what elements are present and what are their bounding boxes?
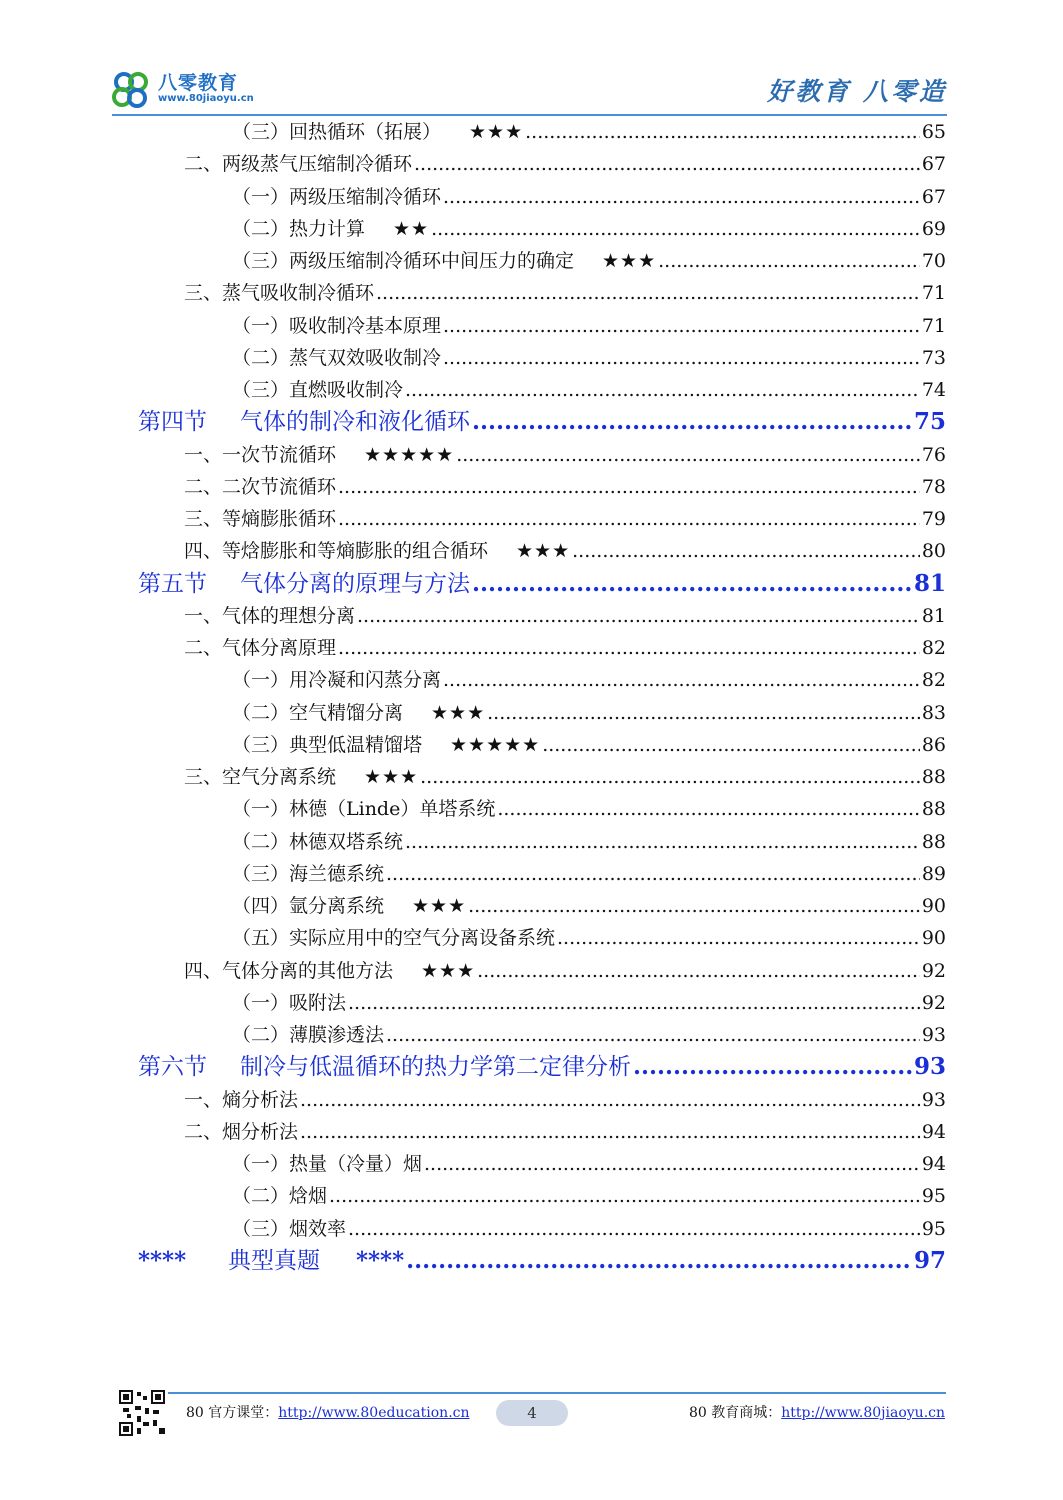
brand-name: 八零教育	[158, 72, 239, 94]
toc-page-number: 71	[921, 314, 946, 337]
toc-item-entry[interactable]	[138, 858, 946, 890]
toc-item-entry[interactable]	[138, 890, 946, 922]
toc-page-number: 81	[921, 604, 946, 627]
toc-page-number: 95	[921, 1217, 946, 1240]
toc-page-number: 73	[921, 346, 946, 369]
difficulty-stars: ★★★	[602, 250, 657, 272]
toc-page-number: 74	[921, 379, 946, 401]
footer-store	[689, 1402, 945, 1422]
toc-entry-title: 四、等焓膨胀和等熵膨胀的组合循环	[184, 540, 489, 563]
toc-item-entry[interactable]	[138, 729, 946, 761]
toc-subsection-entry[interactable]	[138, 761, 946, 793]
toc-page-number: 92	[921, 991, 946, 1014]
toc-entry-title: 一、气体的理想分离	[184, 604, 356, 627]
toc-subsection-entry[interactable]	[138, 471, 946, 503]
toc-entry-title: （二）空气精馏分离	[232, 701, 404, 724]
table-of-contents	[138, 116, 946, 1277]
toc-page-number: 65	[921, 121, 946, 143]
toc-entry-title: （一）用冷凝和闪蒸分离	[232, 669, 442, 692]
toc-entry-title: （一）热量（冷量）烟	[232, 1153, 423, 1175]
toc-leader-dots	[431, 213, 920, 245]
toc-page-number: 79	[921, 508, 946, 530]
toc-leader-dots	[300, 1084, 920, 1116]
qr-code-icon	[119, 1390, 165, 1436]
toc-item-entry[interactable]	[138, 1180, 946, 1212]
toc-leader-dots	[300, 1116, 920, 1148]
toc-entry-title: （三）海兰德系统	[232, 862, 385, 885]
difficulty-stars: ★★★	[431, 701, 486, 724]
toc-entry-title: 一、熵分析法	[184, 1088, 299, 1111]
toc-subsection-entry[interactable]	[138, 535, 946, 567]
toc-page-number: 94	[921, 1120, 946, 1143]
toc-page-number: 93	[921, 1024, 946, 1046]
difficulty-stars: ★★★	[516, 540, 571, 563]
toc-page-number: 82	[921, 669, 946, 692]
footer-right-label: 80 教育商城：	[688, 1405, 782, 1421]
toc-page-number: 83	[921, 701, 946, 724]
difficulty-stars: ★★★	[412, 895, 467, 917]
toc-entry-title	[138, 1051, 631, 1083]
toc-entry-title: 二、烟分析法	[184, 1120, 299, 1143]
toc-entry-title: （一）两级压缩制冷循环	[232, 185, 442, 208]
toc-page-number: 88	[921, 830, 946, 853]
toc-item-entry[interactable]	[138, 245, 946, 277]
toc-item-entry[interactable]	[138, 181, 946, 213]
toc-leader-dots	[338, 632, 920, 664]
difficulty-stars: ★★★	[364, 766, 419, 788]
store-link[interactable]: http://www.80jiaoyu.cn	[781, 1405, 945, 1421]
toc-section-entry[interactable]	[138, 406, 946, 438]
toc-item-entry[interactable]	[138, 374, 946, 406]
toc-leader-dots	[414, 148, 920, 180]
toc-entry-title: 二、气体分离原理	[184, 637, 337, 659]
toc-asterisks-prefix: ****	[138, 1246, 187, 1274]
toc-page-number: 97	[913, 1246, 946, 1274]
toc-leader-dots	[386, 858, 920, 890]
toc-leader-dots	[420, 761, 920, 793]
toc-page-number: 81	[913, 569, 946, 597]
toc-leader-dots	[443, 181, 920, 213]
toc-entry-title: （二）热力计算	[232, 217, 366, 240]
toc-entry-title: （二）焓烟	[232, 1185, 328, 1208]
toc-entry-title: 二、两级蒸气压缩制冷循环	[184, 153, 413, 176]
toc-page-number: 70	[921, 250, 946, 272]
footer-divider	[168, 1392, 946, 1394]
toc-leader-dots	[348, 987, 920, 1019]
toc-leader-dots	[525, 116, 920, 148]
toc-page-number: 78	[921, 475, 946, 498]
toc-entry-title: （二）林德双塔系统	[232, 830, 404, 853]
toc-page-number: 92	[921, 959, 946, 982]
toc-leader-dots	[338, 503, 920, 535]
toc-leader-dots	[557, 922, 920, 954]
toc-item-entry[interactable]	[138, 697, 946, 729]
toc-subsection-entry[interactable]	[138, 1116, 946, 1148]
toc-item-entry[interactable]	[138, 116, 946, 148]
toc-subsection-entry[interactable]	[138, 277, 946, 309]
toc-leader-dots	[329, 1180, 920, 1212]
toc-entry-title: 三、蒸气吸收制冷循环	[184, 282, 375, 305]
toc-leader-dots	[472, 406, 912, 438]
toc-leader-dots	[477, 955, 920, 987]
footer-official-classroom	[186, 1402, 470, 1422]
toc-leader-dots	[357, 600, 920, 632]
toc-entry-title	[138, 1245, 404, 1277]
toc-subsection-entry[interactable]	[138, 955, 946, 987]
toc-leader-dots	[456, 439, 920, 471]
toc-page-number: 90	[921, 927, 946, 950]
toc-leader-dots	[443, 664, 920, 696]
toc-leader-dots	[542, 729, 920, 761]
toc-item-entry[interactable]	[138, 213, 946, 245]
toc-item-entry[interactable]	[138, 793, 946, 825]
toc-page-number: 93	[921, 1088, 946, 1111]
toc-leader-dots	[497, 793, 919, 825]
toc-section-title: 气体分离的原理与方法	[240, 570, 470, 597]
toc-entry-title: （一）林德（Linde）单塔系统	[232, 798, 496, 821]
toc-entry-title: 一、一次节流循环	[184, 443, 337, 466]
slogan: 好教育 八零造	[767, 77, 947, 106]
toc-leader-dots	[348, 1213, 920, 1245]
difficulty-stars: ★★★★★	[450, 733, 541, 756]
page-header	[112, 66, 947, 112]
toc-item-entry[interactable]	[138, 987, 946, 1019]
toc-item-entry[interactable]	[138, 826, 946, 858]
toc-entry-title: 二、二次节流循环	[184, 475, 337, 498]
toc-leader-dots	[443, 342, 920, 374]
toc-page-number: 93	[913, 1053, 946, 1081]
toc-page-number: 76	[921, 443, 946, 466]
toc-section-title: 典型真题	[228, 1247, 320, 1274]
toc-page-number: 80	[921, 540, 946, 563]
toc-entry-title: （三）直燃吸收制冷	[232, 379, 404, 401]
difficulty-stars: ★★★★★	[364, 443, 455, 466]
toc-entry-title	[138, 406, 470, 438]
official-classroom-link[interactable]: http://www.80education.cn	[278, 1405, 470, 1421]
toc-subsection-entry[interactable]	[138, 1084, 946, 1116]
toc-leader-dots	[658, 245, 920, 277]
toc-leader-dots	[405, 374, 920, 406]
toc-item-entry[interactable]	[138, 922, 946, 954]
toc-leader-dots	[406, 1245, 912, 1277]
toc-page-number: 88	[921, 766, 946, 788]
toc-entry-title: （三）回热循环（拓展）	[232, 121, 442, 143]
toc-exam-entry[interactable]	[138, 1245, 946, 1277]
toc-subsection-entry[interactable]	[138, 148, 946, 180]
toc-item-entry[interactable]	[138, 1213, 946, 1245]
toc-entry-title: （三）典型低温精馏塔	[232, 733, 423, 756]
toc-item-entry[interactable]	[138, 1148, 946, 1180]
difficulty-stars: ★★★	[469, 121, 524, 143]
toc-leader-dots	[633, 1051, 912, 1083]
toc-section-number: 第四节	[138, 409, 207, 436]
toc-subsection-entry[interactable]	[138, 632, 946, 664]
toc-section-entry[interactable]	[138, 1051, 946, 1083]
toc-item-entry[interactable]	[138, 1019, 946, 1051]
toc-page-number: 90	[921, 895, 946, 917]
toc-leader-dots	[338, 471, 920, 503]
toc-item-entry[interactable]	[138, 664, 946, 696]
toc-entry-title: 四、气体分离的其他方法	[184, 959, 394, 982]
toc-entry-title: 三、等熵膨胀循环	[184, 508, 337, 530]
toc-section-title: 制冷与低温循环的热力学第二定律分析	[240, 1054, 631, 1081]
toc-entry-title: （三）烟效率	[232, 1217, 347, 1240]
toc-page-number: 82	[921, 637, 946, 659]
page-number: 4	[496, 1400, 568, 1426]
toc-section-number: 第五节	[138, 570, 207, 597]
toc-entry-title: （五）实际应用中的空气分离设备系统	[232, 927, 556, 950]
toc-leader-dots	[443, 310, 920, 342]
brand-logo-icon	[112, 70, 156, 108]
toc-section-title: 气体的制冷和液化循环	[240, 409, 470, 436]
toc-leader-dots	[386, 1019, 920, 1051]
toc-leader-dots	[424, 1148, 920, 1180]
toc-subsection-entry[interactable]	[138, 600, 946, 632]
toc-asterisks-suffix: ****	[356, 1246, 405, 1274]
toc-leader-dots	[376, 277, 920, 309]
toc-entry-title: （一）吸附法	[232, 991, 347, 1014]
toc-page-number: 86	[921, 733, 946, 756]
toc-leader-dots	[472, 568, 912, 600]
brand-logo[interactable]	[112, 66, 312, 112]
toc-subsection-entry[interactable]	[138, 439, 946, 471]
toc-page-number: 69	[921, 217, 946, 240]
toc-subsection-entry[interactable]	[138, 503, 946, 535]
brand-url: www.80jiaoyu.cn	[158, 93, 254, 104]
toc-leader-dots	[405, 826, 920, 858]
footer-left-label: 80 官方课堂：	[186, 1405, 279, 1421]
toc-page-number: 67	[921, 185, 946, 208]
toc-item-entry[interactable]	[138, 342, 946, 374]
toc-page-number: 89	[921, 862, 946, 885]
toc-page-number: 75	[913, 408, 946, 436]
difficulty-stars: ★★	[393, 217, 430, 240]
toc-page-number: 88	[921, 798, 946, 821]
toc-leader-dots	[468, 890, 920, 922]
toc-item-entry[interactable]	[138, 310, 946, 342]
toc-entry-title: （二）薄膜渗透法	[232, 1024, 385, 1046]
toc-section-number: 第六节	[138, 1054, 207, 1081]
toc-section-entry[interactable]	[138, 568, 946, 600]
toc-leader-dots	[487, 697, 920, 729]
toc-leader-dots	[572, 535, 920, 567]
toc-page-number: 67	[921, 153, 946, 176]
toc-page-number: 95	[921, 1185, 946, 1208]
toc-entry-title	[138, 568, 470, 600]
toc-entry-title: （一）吸收制冷基本原理	[232, 314, 442, 337]
difficulty-stars: ★★★	[421, 959, 476, 982]
toc-entry-title: （四）氩分离系统	[232, 895, 385, 917]
toc-page-number: 94	[921, 1153, 946, 1175]
toc-entry-title: （三）两级压缩制冷循环中间压力的确定	[232, 250, 575, 272]
toc-entry-title: 三、空气分离系统	[184, 766, 337, 788]
toc-page-number: 71	[921, 282, 946, 305]
toc-entry-title: （二）蒸气双效吸收制冷	[232, 346, 442, 369]
